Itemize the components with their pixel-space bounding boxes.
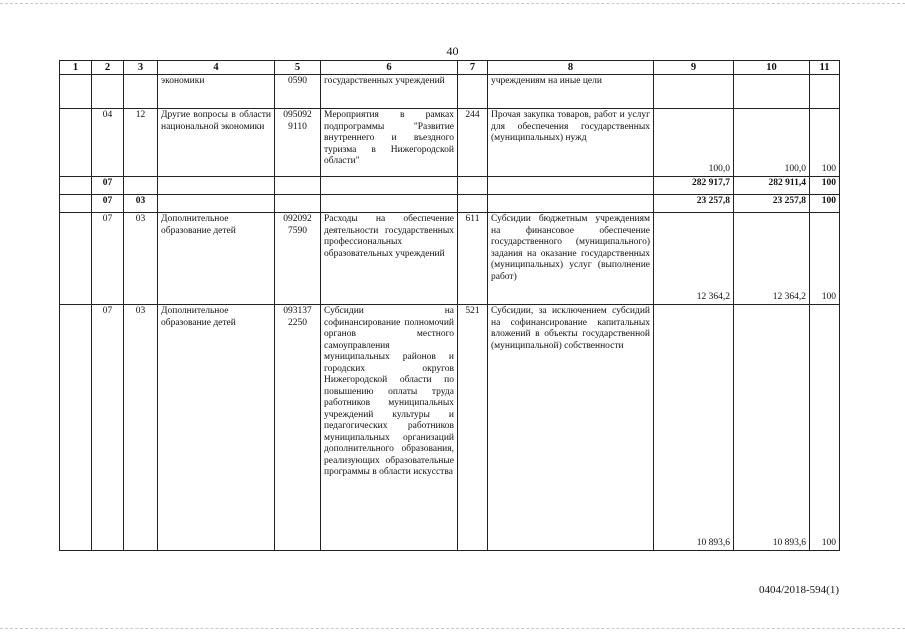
table-cell: Субсидии бюджетным учреждениям на финансовое обеспечение государственного (муниципального) задания на оказание государственных (муниципальных) услуг (выполнение работ) [488, 213, 654, 305]
table-cell [458, 177, 488, 195]
table-cell: 100,0 [654, 109, 734, 177]
table-cell: Дополнительное образование детей [158, 213, 275, 305]
table-cell [92, 75, 124, 109]
column-header: 9 [654, 61, 734, 75]
column-header: 2 [92, 61, 124, 75]
table-cell [124, 177, 158, 195]
table-cell [458, 75, 488, 109]
table-cell: 100 [810, 177, 840, 195]
table-cell: Дополнительное образование детей [158, 305, 275, 551]
table-cell [158, 177, 275, 195]
table-cell: 095092 9110 [275, 109, 321, 177]
table-cell [124, 75, 158, 109]
table-cell [488, 177, 654, 195]
table-cell [60, 305, 92, 551]
table-cell [60, 195, 92, 213]
table-cell: Расходы на обеспечение деятельности государственных профессиональных образовательных учреждений [321, 213, 458, 305]
table-row [60, 109, 840, 177]
table-cell: 100 [810, 109, 840, 177]
column-header: 1 [60, 61, 92, 75]
table-cell [60, 213, 92, 305]
table-cell: 100 [810, 195, 840, 213]
table-cell [734, 75, 810, 109]
table-cell: 100,0 [734, 109, 810, 177]
column-header: 3 [124, 61, 158, 75]
table-cell [60, 109, 92, 177]
table-cell: 10 893,6 [654, 305, 734, 551]
column-header: 4 [158, 61, 275, 75]
table-row [60, 213, 840, 305]
table-cell [810, 75, 840, 109]
table-cell: Субсидии на софинансирование полномочий органов местного самоуправления муниципальных районов и городских округов Нижегородской области по повышению оплаты труда работников муниципальных учреждений культуры и педагогических работников муниципальных организаций дополнительного образования, реализующих образовательные программы в области искусства [321, 305, 458, 551]
page-number: 40 [446, 44, 459, 58]
table-cell [158, 195, 275, 213]
table-row [60, 75, 840, 109]
table-cell: 07 [92, 195, 124, 213]
table-cell: 282 911,4 [734, 177, 810, 195]
table-cell: государственных учреждений [321, 75, 458, 109]
table-cell: 093137 2250 [275, 305, 321, 551]
table-header-row [60, 61, 840, 75]
table-row [60, 305, 840, 551]
table-cell: 23 257,8 [654, 195, 734, 213]
table-cell [458, 195, 488, 213]
column-header: 10 [734, 61, 810, 75]
table-cell: 03 [124, 305, 158, 551]
table-row [60, 177, 840, 195]
table-cell: 07 [92, 213, 124, 305]
table-cell [275, 177, 321, 195]
table-cell: 0590 [275, 75, 321, 109]
column-header: 7 [458, 61, 488, 75]
table-cell: 12 [124, 109, 158, 177]
table-cell: Другие вопросы в области национальной экономики [158, 109, 275, 177]
table-cell: 611 [458, 213, 488, 305]
table-cell: 12 364,2 [734, 213, 810, 305]
scan-artifact-top [0, 3, 905, 5]
table-cell [60, 75, 92, 109]
column-header: 11 [810, 61, 840, 75]
table-cell: Мероприятия в рамках подпрограммы "Развитие внутреннего и въездного туризма в Нижегородской области" [321, 109, 458, 177]
table-cell: 03 [124, 213, 158, 305]
table-cell: 12 364,2 [654, 213, 734, 305]
table-cell: 282 917,7 [654, 177, 734, 195]
column-header: 8 [488, 61, 654, 75]
table-cell: 23 257,8 [734, 195, 810, 213]
budget-table [59, 60, 840, 551]
table-cell [488, 195, 654, 213]
table-cell [654, 75, 734, 109]
table-cell: 092092 7590 [275, 213, 321, 305]
table-cell [321, 177, 458, 195]
table-cell [275, 195, 321, 213]
column-header: 6 [321, 61, 458, 75]
scan-artifact-bottom [0, 628, 905, 630]
table-cell: 04 [92, 109, 124, 177]
table-cell: 100 [810, 305, 840, 551]
table-cell: 07 [92, 177, 124, 195]
table-cell: 100 [810, 213, 840, 305]
table-cell: 07 [92, 305, 124, 551]
table-cell [60, 177, 92, 195]
table-cell: 10 893,6 [734, 305, 810, 551]
table-cell: Субсидии, за исключением субсидий на софинансирование капитальных вложений в объекты государственной (муниципальной) собственности [488, 305, 654, 551]
table-cell: учреждениям на иные цели [488, 75, 654, 109]
column-header: 5 [275, 61, 321, 75]
table-cell: Прочая закупка товаров, работ и услуг для обеспечения государственных (муниципальных) нужд [488, 109, 654, 177]
document-code: 0404/2018-594(1) [758, 584, 839, 596]
table-row [60, 195, 840, 213]
table-cell [321, 195, 458, 213]
table-cell: экономики [158, 75, 275, 109]
table-cell: 244 [458, 109, 488, 177]
table-cell: 521 [458, 305, 488, 551]
table-cell: 03 [124, 195, 158, 213]
